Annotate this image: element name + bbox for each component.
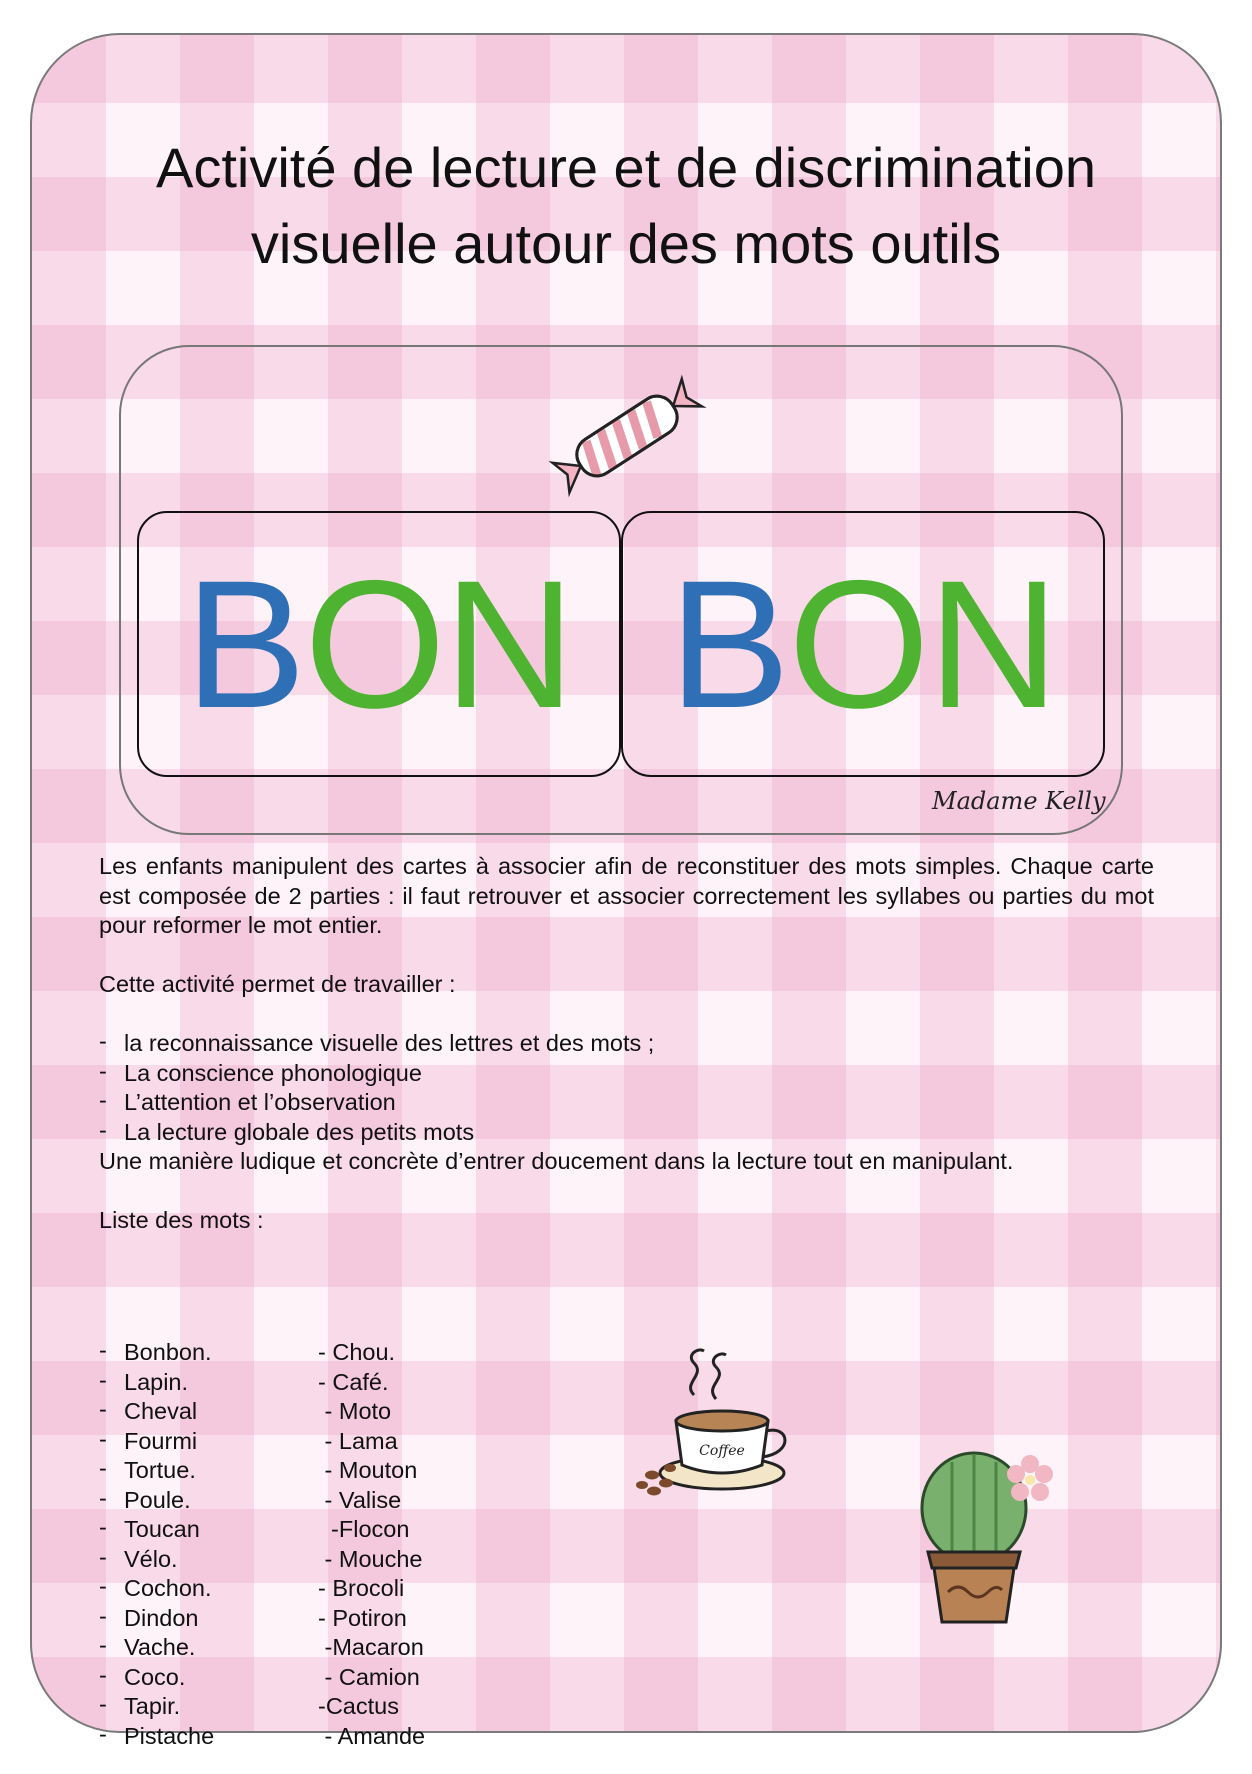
skills-list bbox=[99, 1029, 1154, 1147]
list-item: - Valise bbox=[318, 1486, 402, 1513]
list-item: - Brocoli bbox=[318, 1575, 405, 1601]
list-item: - Potiron bbox=[318, 1604, 407, 1631]
list-item: - Tapir. bbox=[99, 1691, 181, 1719]
word: Cochon. bbox=[124, 1575, 212, 1601]
list-item: - Toucan bbox=[99, 1514, 200, 1542]
title-line-2: visuelle autour des mots outils bbox=[250, 212, 1002, 275]
word: Bonbon. bbox=[124, 1339, 212, 1365]
word: Dindon bbox=[124, 1604, 199, 1631]
list-item: - Mouche bbox=[318, 1545, 423, 1572]
list-item: - Cheval bbox=[99, 1396, 198, 1424]
list-item: - Cochon. bbox=[99, 1573, 212, 1601]
list-item-text: La lecture globale des petits mots bbox=[124, 1118, 475, 1145]
list-item: - Fourmi bbox=[99, 1425, 198, 1454]
word-list-heading: Liste des mots : bbox=[99, 1207, 264, 1233]
word: Pistache bbox=[124, 1722, 215, 1749]
blue-letter: B bbox=[668, 542, 789, 746]
list-item: - Café. bbox=[318, 1368, 389, 1395]
list-item: - Lama bbox=[318, 1427, 398, 1454]
skills-heading: Cette activité permet de travailler : bbox=[99, 971, 456, 997]
green-letters: ON bbox=[304, 542, 574, 746]
coffee-cup-icon bbox=[634, 1325, 804, 1505]
list-item-text: la reconnaissance visuelle des lettres et des mots ; bbox=[124, 1030, 655, 1056]
list-item: - Tortue. bbox=[99, 1455, 196, 1483]
word: Vélo. bbox=[124, 1545, 178, 1572]
word: Toucan bbox=[124, 1516, 200, 1542]
word-card-right bbox=[621, 511, 1105, 777]
list-item: - Moto bbox=[318, 1398, 392, 1424]
cup-label: Coffee bbox=[699, 1443, 745, 1459]
list-item: - Vélo. bbox=[99, 1543, 178, 1572]
list-item: -Cactus bbox=[318, 1693, 399, 1719]
list-item: - La lecture globale des petits mots bbox=[99, 1116, 475, 1145]
list-item: - Bonbon. bbox=[99, 1337, 212, 1365]
word: Fourmi bbox=[124, 1427, 198, 1454]
list-item: - Vache. bbox=[99, 1632, 196, 1660]
list-item: - Pistache bbox=[99, 1720, 215, 1749]
list-item: - Poule. bbox=[99, 1484, 191, 1513]
word: Cheval bbox=[124, 1398, 198, 1424]
card-word bbox=[668, 542, 1058, 746]
word-list-column-2 bbox=[318, 1338, 425, 1751]
list-item: -Macaron bbox=[318, 1634, 424, 1660]
cactus-icon bbox=[902, 1440, 1082, 1640]
list-item-text: L’attention et l’observation bbox=[124, 1089, 396, 1115]
list-item: - Mouton bbox=[318, 1457, 418, 1483]
word: Poule. bbox=[124, 1486, 191, 1513]
conclusion-paragraph: Une manière ludique et concrète d’entrer doucement dans la lecture tout en manipulant. bbox=[99, 1148, 1014, 1174]
card-word bbox=[184, 542, 574, 746]
list-item: - Lapin. bbox=[99, 1366, 189, 1395]
page-title bbox=[32, 130, 1220, 282]
list-item: - Chou. bbox=[318, 1339, 396, 1365]
word: Coco. bbox=[124, 1663, 186, 1690]
list-item: -Flocon bbox=[318, 1516, 410, 1542]
blue-letter: B bbox=[184, 542, 305, 746]
list-item: - Amande bbox=[318, 1722, 426, 1749]
word: Tapir. bbox=[124, 1693, 181, 1719]
word: Tortue. bbox=[124, 1457, 196, 1483]
list-item: - La conscience phonologique bbox=[99, 1057, 422, 1086]
title-line-1: Activité de lecture et de discrimination bbox=[156, 136, 1096, 199]
worksheet-page bbox=[30, 33, 1222, 1749]
word: Lapin. bbox=[124, 1368, 189, 1395]
list-item: - la reconnaissance visuelle des lettres et des mots ; bbox=[99, 1028, 655, 1056]
list-item: - Camion bbox=[318, 1663, 420, 1690]
candy-icon bbox=[542, 368, 712, 503]
word-card-left bbox=[137, 511, 621, 777]
intro-paragraph: Les enfants manipulent des cartes à associer afin de reconstituer des mots simples. Chaque carte est composée de 2 parties : il faut retrouver et associer correctement les syllabes ou parties du mot pour reformer le mot entier. bbox=[99, 853, 1154, 938]
green-letters: ON bbox=[788, 542, 1058, 746]
list-item-text: La conscience phonologique bbox=[124, 1059, 422, 1086]
list-item: - Dindon bbox=[99, 1602, 199, 1631]
author-signature: Madame Kelly bbox=[932, 787, 1106, 815]
word: Vache. bbox=[124, 1634, 196, 1660]
word-list-column-1 bbox=[99, 1338, 214, 1751]
list-item: - Coco. bbox=[99, 1661, 186, 1690]
list-item: - L’attention et l’observation bbox=[99, 1087, 396, 1115]
